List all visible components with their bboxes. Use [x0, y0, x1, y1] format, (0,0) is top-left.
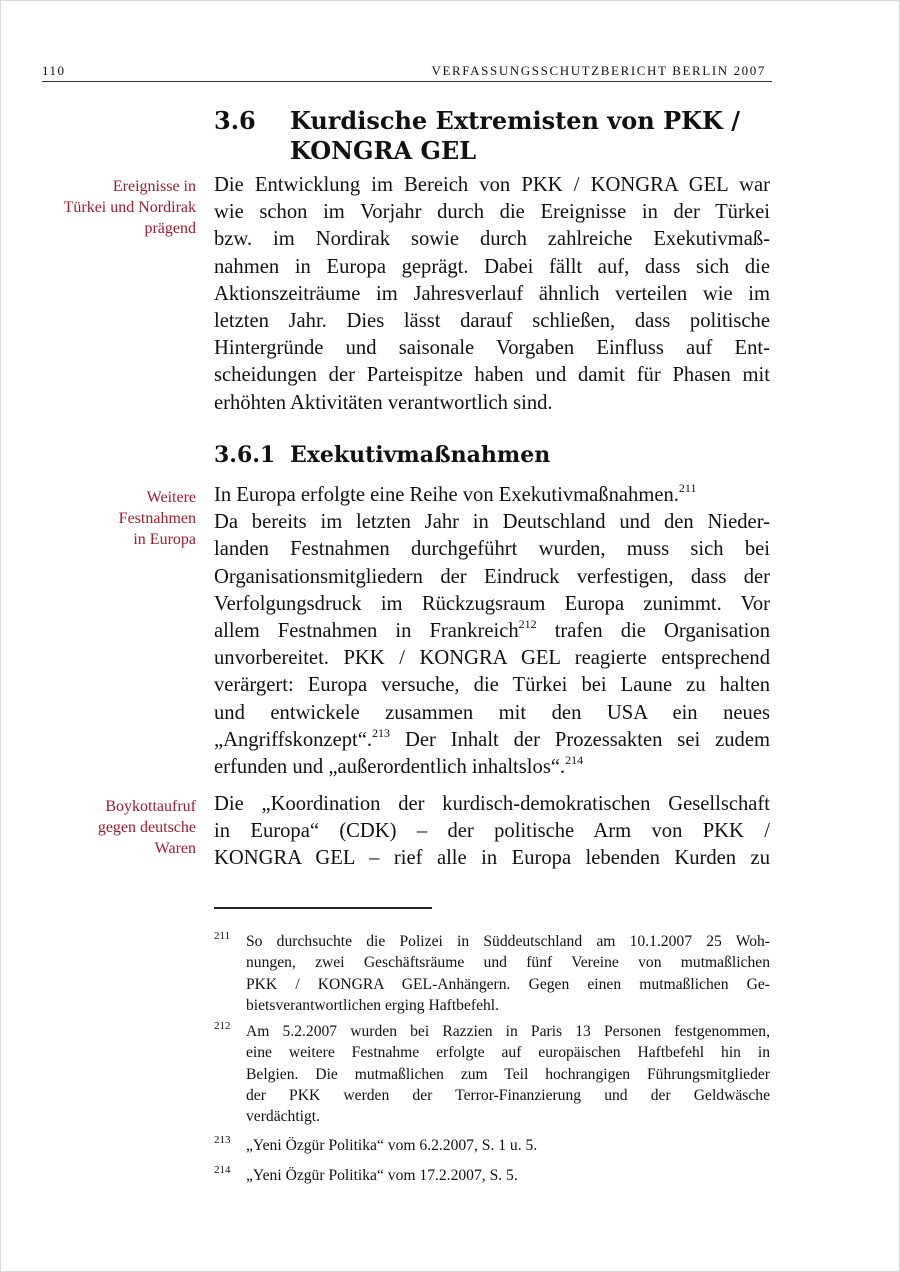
margin-note — [21, 796, 196, 859]
text-line: KONGRA GEL – rief alle in Europa lebenden Kurden zu — [214, 847, 770, 870]
text-run: trafen die Organisation — [536, 619, 770, 642]
footnote-text — [246, 1165, 770, 1186]
text-line: landen Festnahmen durchgeführt wurden, muss sich bei — [214, 538, 770, 561]
text-line: Verfolgungsdruck im Rückzugsraum Europa zunimmt. Vor — [214, 592, 770, 615]
margin-note — [21, 176, 196, 239]
text-line: Am 5.2.2007 wurden bei Razzien in Paris 13 Personen festgenommen, — [246, 1023, 770, 1040]
text-run: In Europa erfolgte eine Reihe von Exekutivmaßnahmen. — [214, 484, 679, 506]
section-number: 3.6 — [214, 106, 256, 135]
section-title-line: KONGRA GEL — [290, 136, 477, 165]
text-line — [214, 727, 770, 754]
text-line: Organisationsmitgliedern der Eindruck verfestigen, dass der — [214, 565, 770, 588]
text-line: eine weitere Festnahme erfolgte auf europäischen Haftbefehl hin in — [246, 1044, 770, 1062]
margin-note — [21, 487, 196, 550]
footnote-mark: 212 — [214, 1020, 231, 1032]
text-line: „Yeni Özgür Politika“ vom 6.2.2007, S. 1 u. 5. — [246, 1137, 538, 1154]
margin-note-line: Boykottaufruf — [105, 798, 196, 815]
margin-note-line: Waren — [154, 840, 196, 857]
text-run: Der Inhalt der Prozessakten sei zudem — [390, 728, 770, 751]
running-title: VERFASSUNGSSCHUTZBERICHT BERLIN 2007 — [431, 63, 766, 78]
footnote-mark: 213 — [214, 1134, 231, 1146]
section-title-line: Kurdische Extremisten von PKK / — [290, 106, 740, 135]
footnote-separator — [214, 907, 432, 909]
text-line: verärgert: Europa versuche, die Türkei bei Laune zu halten — [214, 674, 770, 697]
footnote-text — [246, 931, 770, 1016]
footnote-ref[interactable]: 211 — [678, 481, 697, 495]
text-line: PKK / KONGRA GEL-Anhängern. Gegen einen mutmaßlichen Ge- — [246, 975, 770, 993]
text-line — [214, 618, 770, 645]
paragraph — [214, 172, 770, 417]
text-line: nungen, zwei Geschäftsräume und fünf Vereine von mutmaßlichen — [246, 954, 770, 972]
text-run: erfunden und „außerordentlich inhaltslos“. — [214, 755, 566, 778]
margin-note-line: Türkei und Nordirak — [63, 199, 196, 216]
margin-note-line: prägend — [144, 220, 196, 237]
subsection-title: Exekutivmaßnahmen — [290, 442, 551, 468]
text-line: nahmen in Europa geprägt. Dabei fällt auf, dass sich die — [214, 255, 770, 278]
text-line: letzten Jahr. Dies lässt darauf schließen, dass politische — [214, 309, 770, 332]
text-line: erhöhten Aktivitäten verantwortlich sind. — [214, 391, 553, 414]
text-line: der PKK werden der Terror-Finanzierung und der Geldwäsche — [246, 1086, 770, 1104]
footnote-mark: 211 — [214, 930, 231, 942]
text-line: und entwickele zusammen mit den USA ein neues — [214, 701, 770, 724]
margin-note-line: Festnahmen — [118, 510, 196, 527]
text-line — [214, 482, 770, 509]
paragraph — [214, 482, 770, 781]
subsection-number: 3.6.1 — [214, 442, 276, 468]
text-line: unvorbereitet. PKK / KONGRA GEL reagierte entsprechend — [214, 647, 770, 670]
margin-note-line: Weitere — [146, 489, 196, 506]
text-line: Die „Koordination der kurdisch-demokratischen Gesellschaft — [214, 793, 770, 815]
page-number: 110 — [42, 63, 66, 78]
text-line: bzw. im Nordirak sowie durch zahlreiche Exekutivmaß- — [214, 228, 770, 251]
text-line: Belgien. Die mutmaßlichen zum Teil hochrangigen Führungsmitglieder — [246, 1065, 770, 1083]
margin-note-line: Ereignisse in — [112, 178, 196, 195]
footnote-ref[interactable]: 212 — [518, 616, 537, 631]
text-line: in Europa“ (CDK) – der politische Arm von PKK / — [214, 820, 770, 843]
text-run: „Angriffskonzept“. — [214, 728, 373, 751]
footnote-ref[interactable]: 214 — [565, 752, 584, 767]
text-line: „Yeni Özgür Politika“ vom 17.2.2007, S. 5. — [246, 1167, 518, 1184]
footnote-ref[interactable]: 213 — [372, 725, 391, 740]
paragraph — [214, 791, 770, 873]
text-line: verdächtigt. — [246, 1108, 321, 1126]
text-line — [214, 754, 770, 781]
section-title — [290, 106, 760, 166]
footnote-text — [246, 1021, 770, 1127]
text-line: wie schon im Vorjahr durch die Ereignisse in der Türkei — [214, 201, 770, 224]
footnote-text — [246, 1135, 770, 1156]
text-line: bietsverantwortlichen erging Haftbefehl. — [246, 996, 500, 1014]
margin-note-line: gegen deutsche — [97, 819, 196, 836]
text-run: allem Festnahmen in Frankreich — [214, 619, 519, 642]
text-line: Da bereits im letzten Jahr in Deutschland und den Nieder- — [214, 511, 770, 534]
text-line: Die Entwicklung im Bereich von PKK / KONGRA GEL war — [214, 174, 770, 196]
text-line: scheidungen der Parteispitze haben und damit für Phasen mit — [214, 364, 770, 387]
text-line: Hintergründe und saisonale Vorgaben Einfluss auf Ent- — [214, 337, 770, 360]
footnote-mark: 214 — [214, 1164, 231, 1176]
text-line: So durchsuchte die Polizei in Süddeutschland am 10.1.2007 25 Woh- — [246, 933, 770, 950]
margin-note-line: in Europa — [133, 531, 196, 548]
text-line: Aktionszeiträume im Jahresverlauf ähnlich verteilen wie im — [214, 282, 770, 305]
running-header — [42, 63, 772, 82]
